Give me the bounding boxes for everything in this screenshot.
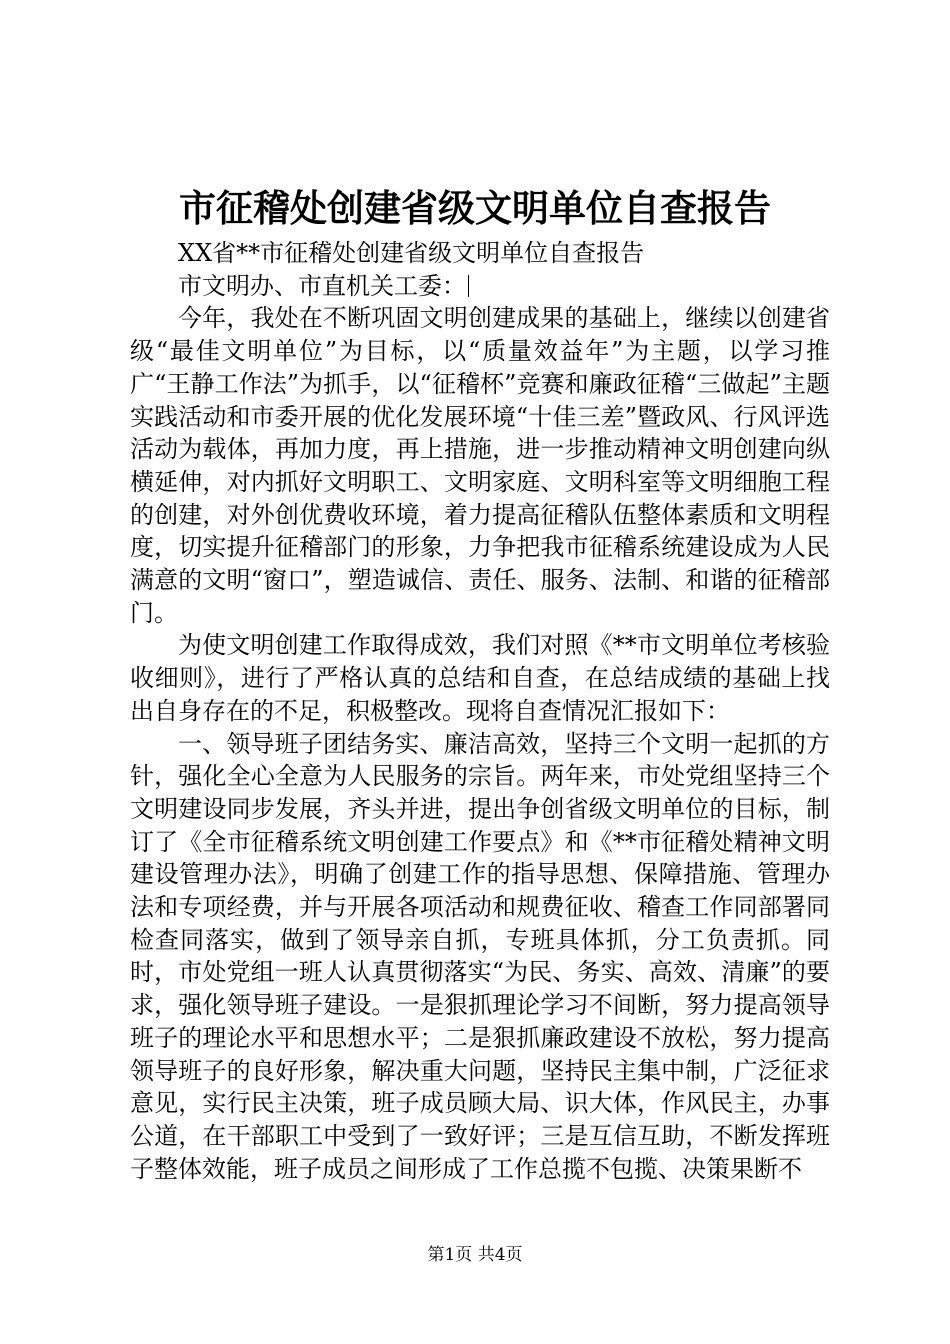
salutation xyxy=(130,270,830,303)
paragraph: 为使文明创建工作取得成效，我们对照《**市文明单位考核验收细则》，进行了严格认真的总结和自查，在总结成绩的基础上找出自身存在的不足，积极整改。现将自查情况汇报如下： xyxy=(130,631,830,725)
document-body xyxy=(130,237,830,1185)
salutation-text: 市文明办、市直机关工委： xyxy=(178,271,466,300)
text-cursor xyxy=(468,275,469,297)
document-title: 市征稽处创建省级文明单位自查报告 xyxy=(179,186,771,230)
paragraph: 一、领导班子团结务实、廉洁高效，坚持三个文明一起抓的方针，强化全心全意为人民服务的宗旨。两年来，市处党组坚持三个文明建设同步发展，齐头并进，提出争创省级文明单位的目标，制订了《全市征稽系统文明创建工作要点》和《**市征稽处精神文明建设管理办法》，明确了创建工作的指导思想、保障措施、管理办法和专项经费，并与开展各项活动和规费征收、稽查工作同部署同检查同落实，做到了领导亲自抓，专班具体抓，分工负责抓。同时，市处党组一班人认真贯彻落实“为民、务实、高效、清廉”的要求，强化领导班子建设。一是狠抓理论学习不间断，努力提高领导班子的理论水平和思想水平；二是狠抓廉政建设不放松，努力提高领导班子的良好形象，解决重大问题，坚持民主集中制，广泛征求意见，实行民主决策，班子成员顾大局、识大体，作风民主，办事公道，在干部职工中受到了一致好评；三是互信互助，不断发挥班子整体效能，班子成员之间形成了工作总揽不包揽、决策果断不 xyxy=(130,729,830,1183)
page-number-footer: 第1页 共4页 xyxy=(427,1245,523,1265)
paragraph: 今年，我处在不断巩固文明创建成果的基础上，继续以创建省级“最佳文明单位”为目标，以“质量效益年”为主题，以学习推广“王静工作法”为抓手，以“征稽杯”竞赛和廉政征稽“三做起”主题实践活动和市委开展的优化发展环境“十佳三差”暨政风、行风评选活动为载体，再加力度，再上措施，进一步推动精神文明创建向纵横延伸，对内抓好文明职工、文明家庭、文明科室等文明细胞工程的创建，对外创优费收环境，着力提高征稽队伍整体素质和文明程度，切实提升征稽部门的形象，力争把我市征稽系统建设成为人民满意的文明“窗口”，塑造诚信、责任、服务、法制、和谐的征稽部门。 xyxy=(130,304,830,627)
document-subtitle: XX省**市征稽处创建省级文明单位自查报告 xyxy=(178,239,645,267)
